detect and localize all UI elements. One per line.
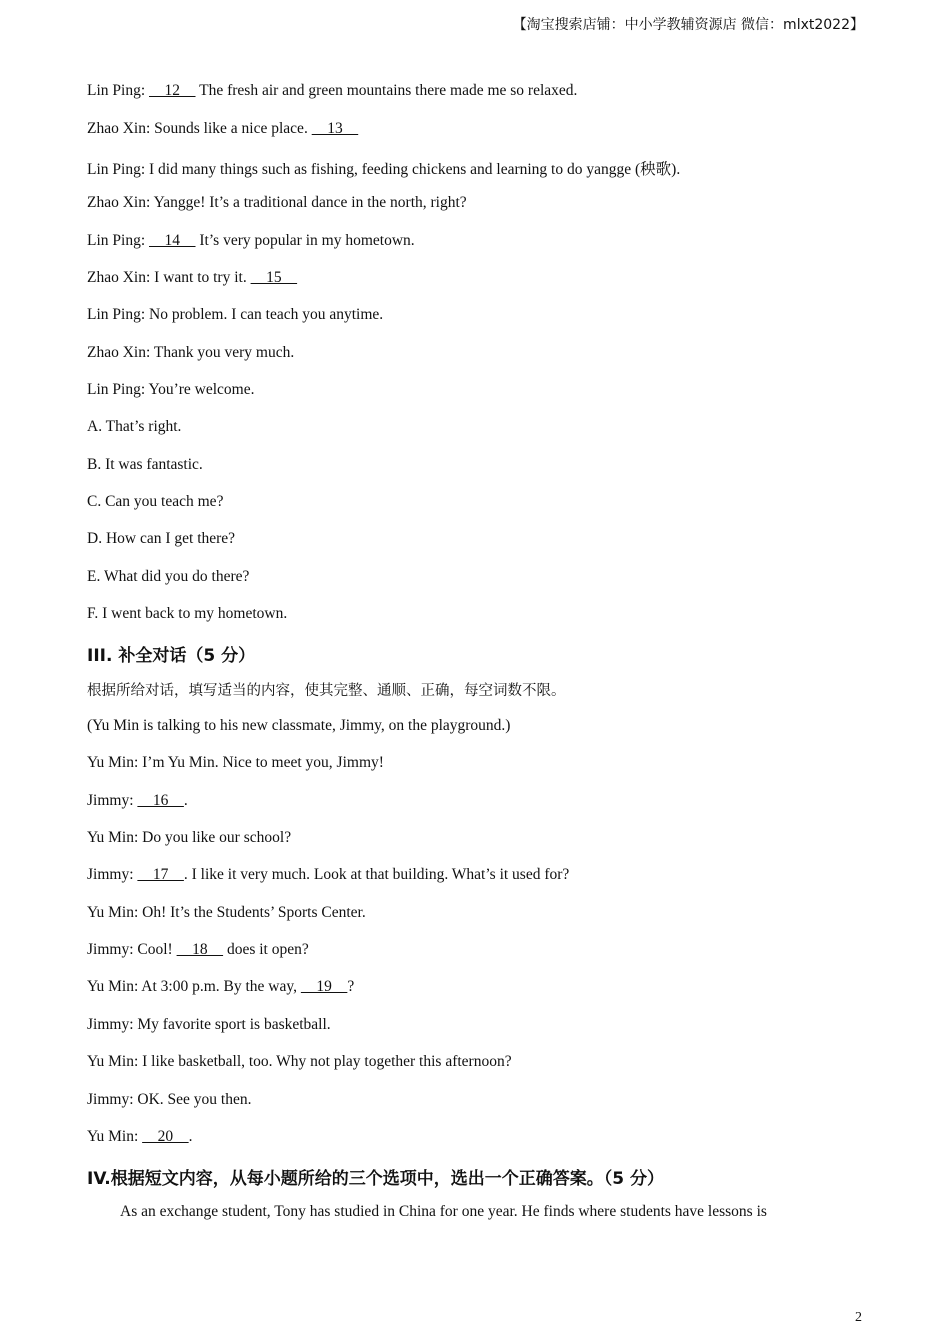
option-c: C. Can you teach me?: [87, 493, 224, 510]
answer-blank: 20: [142, 1128, 189, 1145]
dialogue-line: [87, 866, 569, 884]
answer-blank: 19: [300, 978, 348, 995]
speaker: Yu Min:: [87, 978, 139, 995]
speaker: Jimmy:: [87, 941, 134, 958]
section-instruction: 根据所给对话，填写适当的内容，使其完整、通顺、正确，每空词数不限。: [87, 683, 566, 699]
line-text: does it open?: [223, 941, 309, 958]
option-b: B. It was fantastic.: [87, 456, 203, 473]
dialogue-line: [87, 381, 254, 399]
line-text: .: [188, 1128, 193, 1145]
line-text: Yangge! It’s a traditional dance in the north, right?: [150, 194, 467, 211]
dialogue-line: [87, 120, 358, 138]
line-text: ?: [347, 978, 355, 995]
answer-blank: 14: [149, 232, 196, 249]
option-e: E. What did you do there?: [87, 568, 250, 585]
line-text: OK. See you then.: [133, 1091, 252, 1108]
option-d: D. How can I get there?: [87, 530, 236, 547]
speaker: Lin Ping:: [87, 232, 146, 249]
option-a: A. That’s right.: [87, 418, 182, 435]
speaker: Zhao Xin:: [87, 120, 151, 137]
line-text: It’s very popular in my hometown.: [195, 232, 415, 249]
answer-blank: 12: [149, 82, 196, 99]
speaker: Jimmy:: [87, 1016, 134, 1033]
speaker: Lin Ping:: [87, 306, 146, 323]
line-text: I like basketball, too. Why not play together this afternoon?: [138, 1053, 512, 1070]
line-text: I’m Yu Min. Nice to meet you, Jimmy!: [138, 754, 384, 771]
line-text: Do you like our school?: [138, 829, 292, 846]
dialogue-line: [87, 829, 291, 847]
dialogue-line: [87, 194, 467, 212]
answer-blank: 13: [311, 120, 359, 137]
line-text: .: [183, 792, 188, 809]
line-text: No problem. I can teach you anytime.: [145, 306, 384, 323]
speaker: Yu Min:: [87, 754, 139, 771]
speaker: Zhao Xin:: [87, 269, 151, 286]
dialogue-line: [87, 82, 577, 100]
line-text: Oh! It’s the Students’ Sports Center.: [138, 904, 366, 921]
line-text: At 3:00 p.m. By the way,: [138, 978, 301, 995]
speaker: Jimmy:: [87, 1091, 134, 1108]
speaker: Lin Ping:: [87, 82, 146, 99]
speaker: Lin Ping:: [87, 381, 146, 398]
speaker: Zhao Xin:: [87, 344, 151, 361]
option-f: F. I went back to my hometown.: [87, 605, 288, 622]
passage-paragraph: As an exchange student, Tony has studied in China for one year. He finds where students have lessons is: [120, 1203, 767, 1220]
dialogue-line: [87, 1016, 331, 1034]
page-number: 2: [855, 1310, 862, 1325]
line-text: . I like it very much. Look at that building. What’s it used for?: [183, 866, 570, 883]
dialogue-context: (Yu Min is talking to his new classmate, Jimmy, on the playground.): [87, 717, 511, 734]
dialogue-line: [87, 306, 383, 324]
line-text: Sounds like a nice place.: [150, 120, 312, 137]
speaker: Jimmy:: [87, 792, 134, 809]
dialogue-line: [87, 792, 188, 810]
dialogue-line: [87, 344, 294, 362]
speaker: Lin Ping:: [87, 161, 146, 178]
dialogue-line: [87, 1091, 251, 1109]
answer-blank: 17: [137, 866, 184, 883]
dialogue-line: [87, 232, 415, 250]
line-text: Cool!: [133, 941, 177, 958]
speaker: Zhao Xin:: [87, 194, 151, 211]
answer-blank: 18: [176, 941, 224, 958]
page-header: 【淘宝搜索店铺：中小学教辅资源店 微信：mlxt2022】: [512, 17, 864, 33]
line-text: My favorite sport is basketball.: [133, 1016, 331, 1033]
dialogue-line: [87, 754, 384, 772]
dialogue-line: [87, 1053, 512, 1071]
dialogue-line: [87, 269, 297, 287]
section-title: IV.根据短文内容，从每小题所给的三个选项中，选出一个正确答案。（5 分）: [87, 1169, 664, 1189]
line-text: You’re welcome.: [145, 381, 255, 398]
line-text: The fresh air and green mountains there made me so relaxed.: [195, 82, 578, 99]
line-text: I want to try it.: [150, 269, 251, 286]
answer-blank: 16: [137, 792, 184, 809]
line-text: I did many things such as fishing, feeding chickens and learning to do yangge (秧歌).: [145, 161, 681, 178]
speaker: Yu Min:: [87, 829, 139, 846]
dialogue-line: [87, 904, 366, 922]
dialogue-line: [87, 157, 680, 179]
speaker: Jimmy:: [87, 866, 134, 883]
dialogue-line: [87, 1128, 193, 1146]
speaker: Yu Min:: [87, 1128, 139, 1145]
answer-blank: 15: [250, 269, 298, 286]
speaker: Yu Min:: [87, 904, 139, 921]
section-title: III. 补全对话（5 分）: [87, 646, 256, 666]
dialogue-line: [87, 941, 309, 959]
dialogue-line: [87, 978, 354, 996]
line-text: Thank you very much.: [150, 344, 295, 361]
speaker: Yu Min:: [87, 1053, 139, 1070]
